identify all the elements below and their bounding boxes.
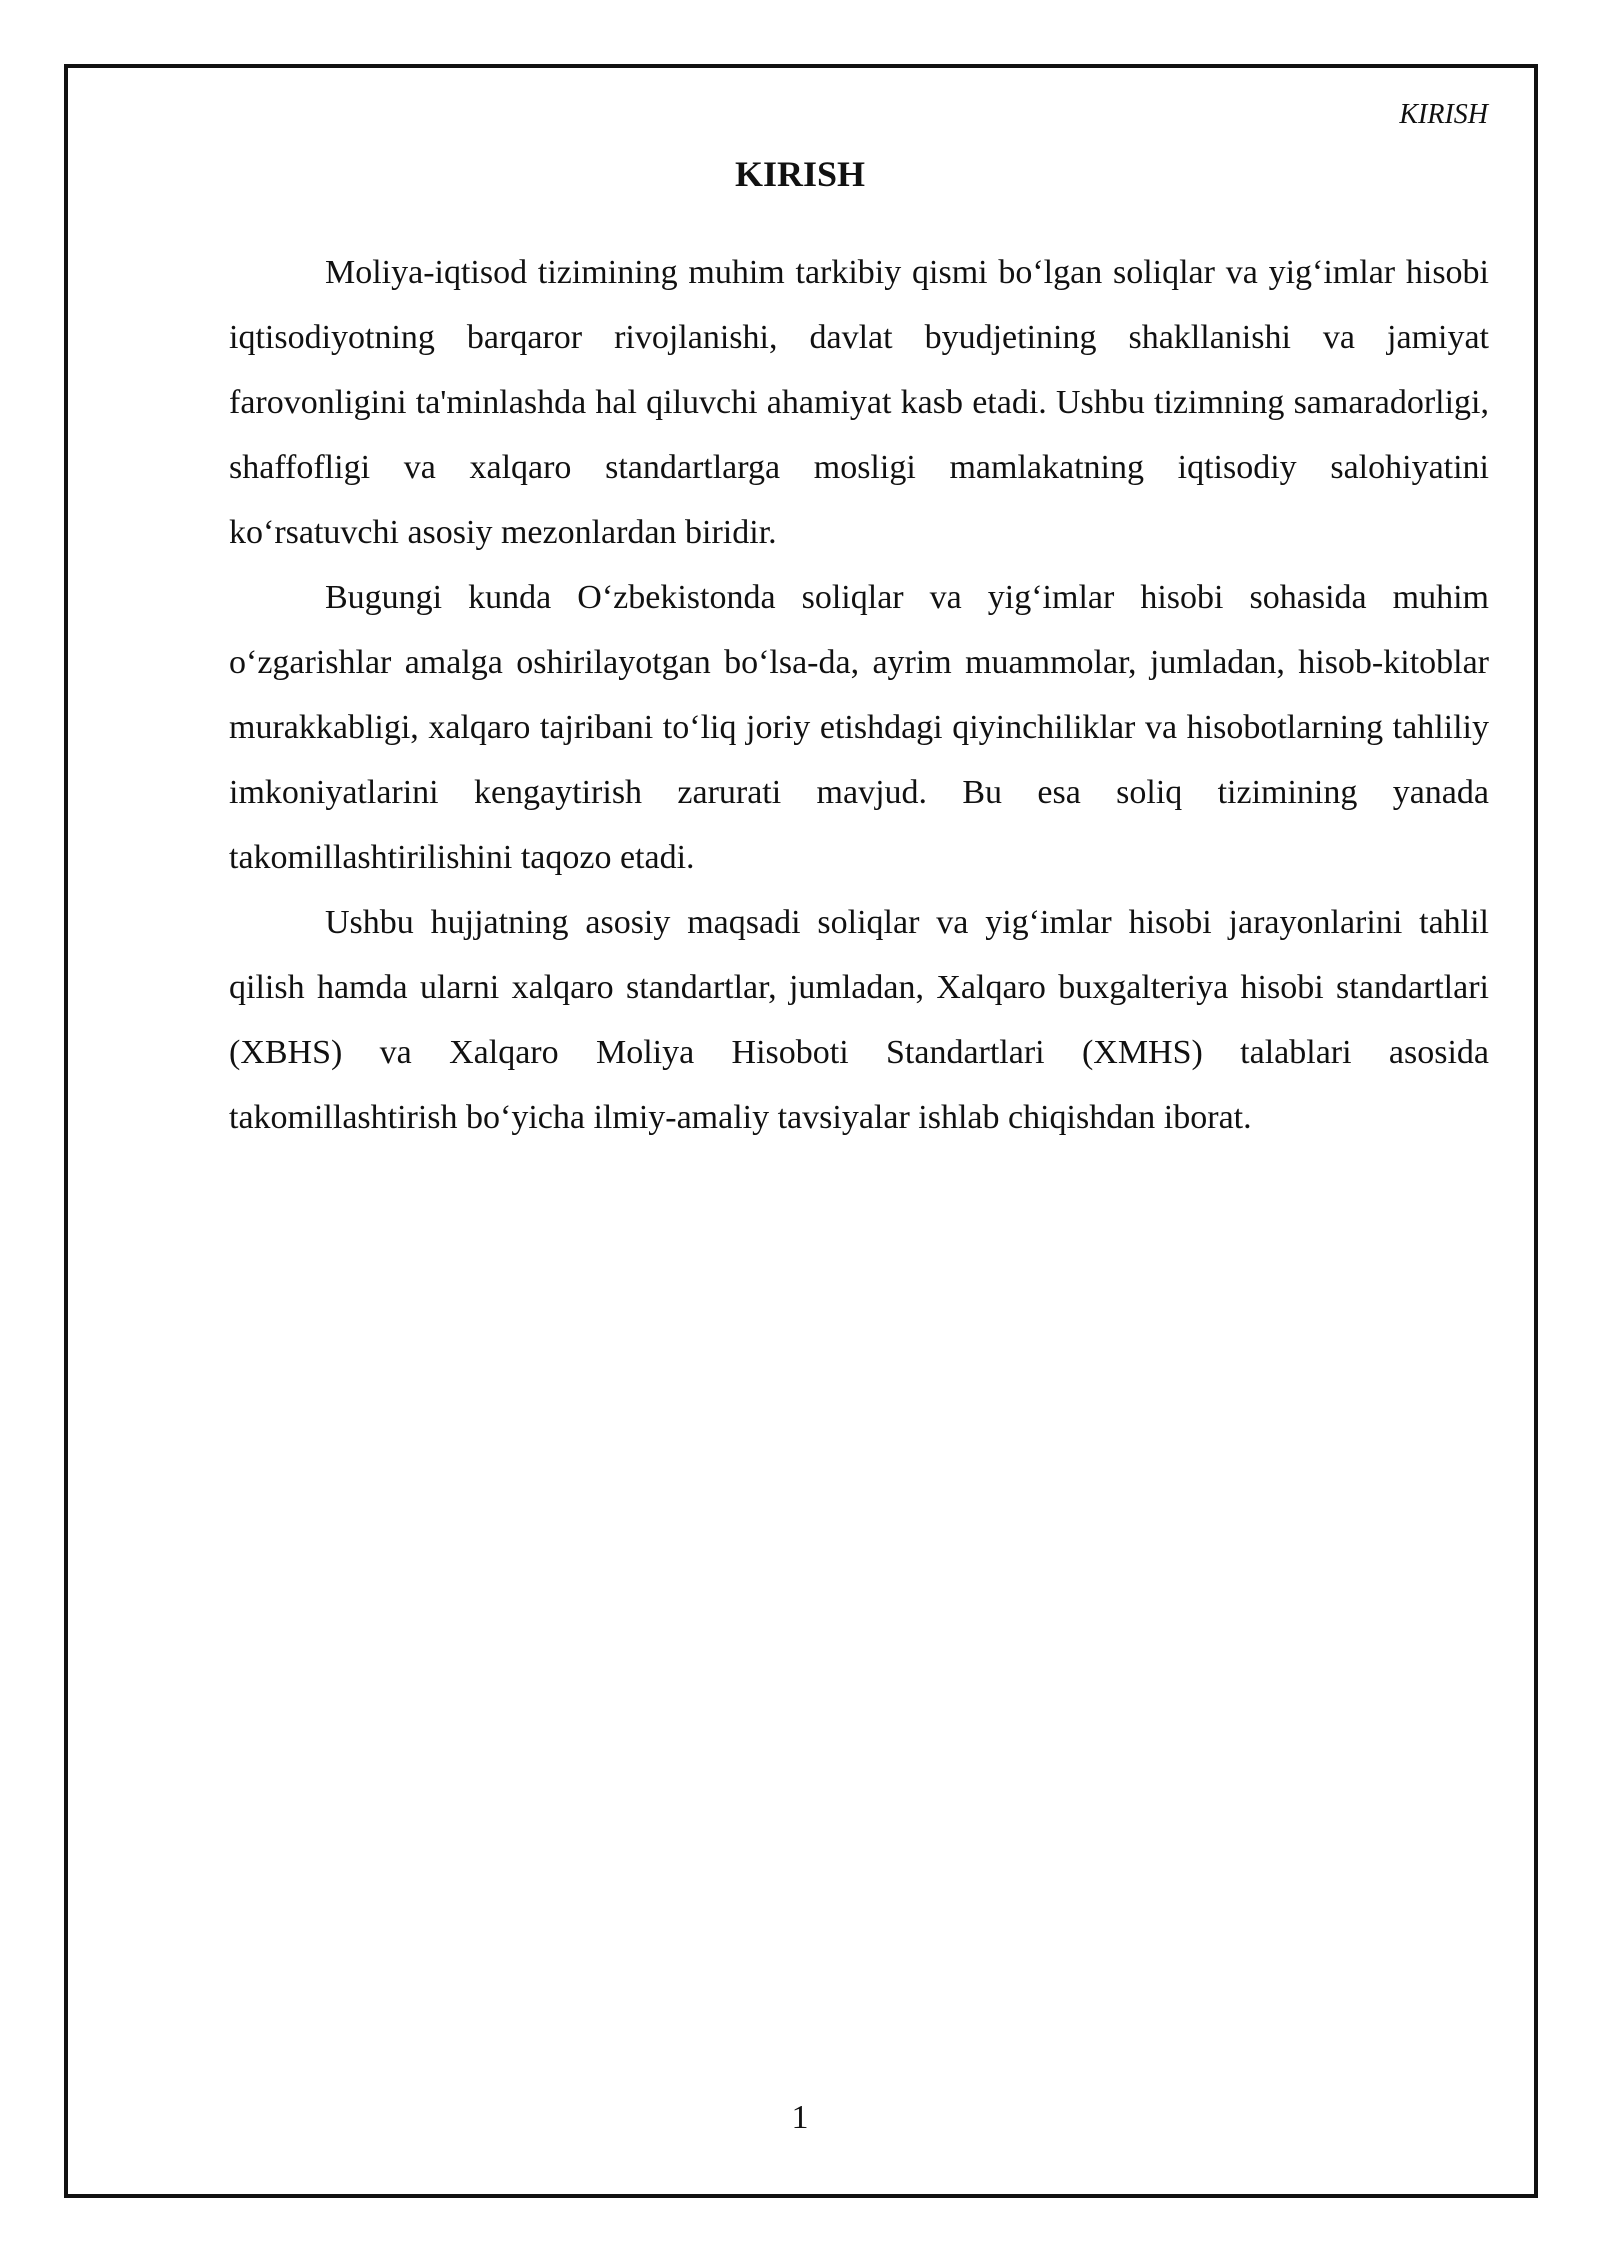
page-title: KIRISH [734, 154, 866, 194]
paragraph-2: Bugungi kunda O‘zbekistonda soliqlar va yig‘imlar hisobi sohasida muhim o‘zgarishlar amalga oshirilayotgan bo‘lsa-da, ayrim muammolar, jumladan, hisob-kitoblar murakkabligi, xalqaro tajribani to‘liq joriy etishdagi qiyinchiliklar va hisobotlarning tahliliy imkoniyatlarini kengaytirish zarurati mavjud. Bu esa soliq tizimining yanada takomillashtirilishini taqozo etadi. [229, 579, 1489, 876]
paragraph-3: Ushbu hujjatning asosiy maqsadi soliqlar va yig‘imlar hisobi jarayonlarini tahlil qilish hamda ularni xalqaro standartlar, jumladan, Xalqaro buxgalteriya hisobi standartlari (XBHS) va Xalqaro Moliya Hisoboti Standartlari (XMHS) talablari asosida takomillashtirish bo‘yicha ilmiy-amaliy tavsiyalar ishlab chiqishdan iborat. [229, 904, 1489, 1136]
running-header: KIRISH [1399, 99, 1488, 130]
page-number: 1 [791, 2099, 809, 2136]
paragraph-1: Moliya-iqtisod tizimining muhim tarkibiy qismi bo‘lgan soliqlar va yig‘imlar hisobi iqtisodiyotning barqaror rivojlanishi, davlat byudjetining shakllanishi va jamiyat farovonligini ta'minlashda hal qiluvchi ahamiyat kasb etadi. Ushbu tizimning samaradorligi, shaffofligi va xalqaro standartlarga mosligi mamlakatning iqtisodiy salohiyatini ko‘rsatuvchi asosiy mezonlardan biridir. [229, 254, 1489, 551]
document-body [229, 240, 1489, 1150]
